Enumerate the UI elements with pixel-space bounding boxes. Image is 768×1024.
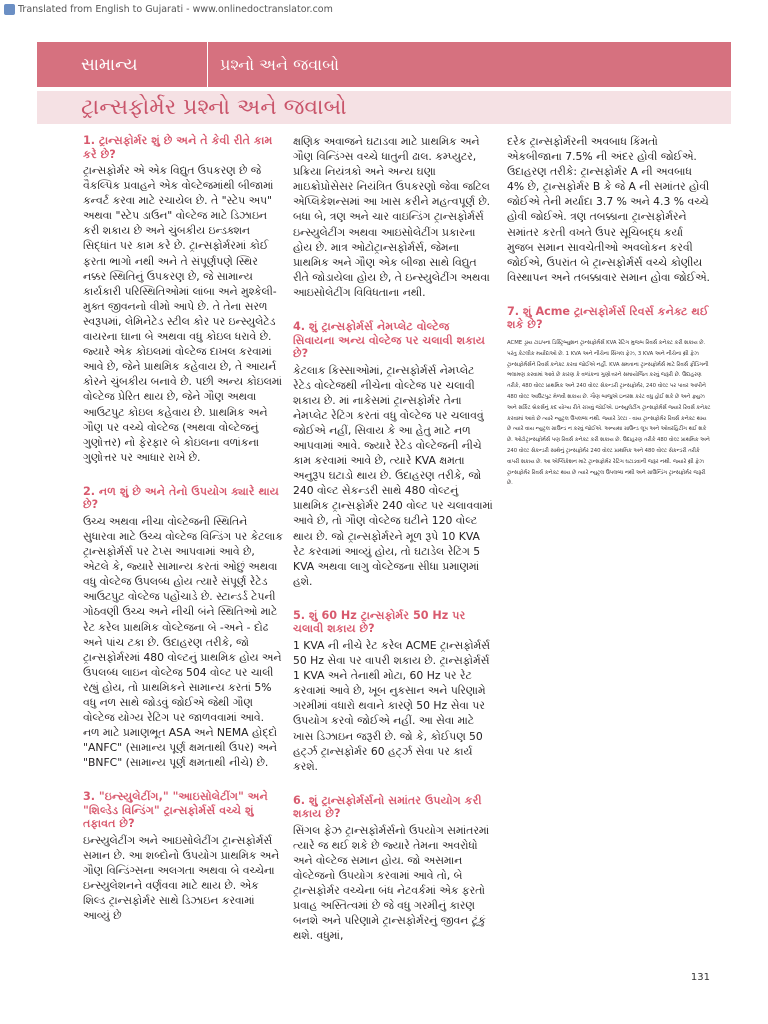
answer-7-text: ACME ડ્રાય ટાઇપના ડિસ્ટ્રિબ્યુશન ટ્રાન્સફોર્મર્સ KVA રેટિંગ મુજબ રિવર્સ કનેક્ટ કરી શકાય છે. પરંતુ કેટલીક મર્યાદાઓ છે. 1 KVA અને નીચેના સિંગલ ફેઝ, 3 KVA અને નીચેના થ્રી ફેઝ ટ્રાન્સફોર્મર્સને રિવર્સ કનેક્ટ કરવા જોઈએ નહીં. KVA ક્ષમતાના ટ્રાન્સફોર્મર્સ માટે રિવર્સ ફીડિંગની ભલામણ કરવામાં આવે છે કારણ કે વળાંકના ગુણોત્તરને સમાયોજિત કરવું જરૂરી છે. ઉદાહરણ તરીકે, 480 વોલ્ટ પ્રાથમિક અને 240 વોલ્ટ સેકન્ડરી ટ્રાન્સફોર્મર, 240 વોલ્ટ પર પાવર આપીને 480 વોલ્ટ આઉટપુટ મેળવી શકાય છે. ગૌણ બાજુએ ઇનરશ કરંટ વધુ હોઈ શકે છે અને ફ્યુઝ અને સર્કિટ બ્રેકર્સનું કદ યોગ્ય રીતે રાખવું જોઈએ. ઇન્સ્યુલેટીંગ ટ્રાન્સફોર્મર્સ જ્યારે રિવર્સ કનેક્ટ કરવામાં આવે છે ત્યારે ન્યુટ્રલ ઉપલબ્ધ નથી. જ્યારે ડેલ્ટા - વાય ટ્રાન્સફોર્મર રિવર્સ કનેક્ટ થાય છે ત્યારે વાય ન્યુટ્રલ ગ્રાઉન્ડ ન કરવું જોઈએ. અન્યથા ગ્રાઉન્ડ લૂપ અને ઓવરહિટીંગ થઈ શકે છે. ઓટોટ્રાન્સફોર્મર્સ પણ રિવર્સ કનેક્ટ કરી શકાય છે. ઉદાહરણ તરીકે 480 વોલ્ટ પ્રાથમિક અને 240 વોલ્ટ સેકન્ડરી સાથેનું ટ્રાન્સફોર્મર 240 વોલ્ટ પ્રાથમિક અને 480 વોલ્ટ સેકન્ડરી તરીકે વાપરી શકાય છે. આ એપ્લિકેશન માટે ટ્રાન્સફોર્મર રેટિંગ ઘટાડવાની જરૂર નથી. જ્યારે થ્રી ફેઝ ટ્રાન્સફોર્મર રિવર્સ કનેક્ટ થાય છે ત્યારે ન્યુટ્રલ ઉપલબ્ધ નથી અને ગ્રાઉન્ડિંગ ટ્રાન્સફોર્મર જરૂરી છે.: [507, 339, 711, 487]
question-6-heading: 6. શું ટ્રાન્સફોર્મર્સનો સમાંતર ઉપયોગ કરી શકાય છે?: [293, 793, 482, 821]
question-3-heading: 3. "ઇન્સ્યુલેટીંગ," "આઇસોલેટીંગ" અને "શિલ્ડેડ વિન્ડિંગ" ટ્રાન્સફોર્મર્સ વચ્ચે શું તફાવત છે?: [83, 790, 268, 831]
answer-3-text: ઇન્સ્યુલેટીંગ અને આઇસોલેટીંગ ટ્રાન્સફોર્મર્સ સમાન છે. આ શબ્દોનો ઉપયોગ પ્રાથમિક અને ગૌણ વિન્ડિંગ્સના અલગતા અથવા બે વચ્ચેના ઇન્સ્યુલેશનને વર્ણવવા માટે થાય છે. એક શિલ્ડ ટ્રાન્સફોર્મર સાથે ડિઝાઇન કરવામાં આવ્યું છે: [83, 833, 280, 923]
column-3: [507, 134, 712, 489]
translator-logo-icon: [4, 4, 15, 15]
section-header-band: [37, 42, 731, 87]
answer-6-text: સિંગલ ફેઝ ટ્રાન્સફોર્મર્સનો ઉપયોગ સમાંતરમાં ત્યારે જ થઈ શકે છે જ્યારે તેમના અવરોધો અને વોલ્ટેજ સમાન હોય. જો અસમાન વોલ્ટેજનો ઉપયોગ કરવામાં આવે તો, બે ટ્રાન્સફોર્મર વચ્ચેના બંધ નેટવર્કમાં એક ફરતો પ્રવાહ અસ્તિત્વમાં છે જે વધુ ગરમીનું કારણ બનશે અને પરિણામે ટ્રાન્સફોર્મરનું જીવન ટૂંકું થશે. વધુમાં,: [293, 823, 490, 943]
subsection-label: પ્રશ્નો અને જવાબો: [220, 54, 339, 74]
answer-2-text: ઉચ્ચ અથવા નીચા વોલ્ટેજની સ્થિતિને સુધારવા માટે ઉચ્ચ વોલ્ટેજ વિન્ડિંગ પર કેટલાક ટ્રાન્સફોર્મર્સ પર ટેપ્સ આપવામાં આવે છે, એટલે કે, જ્યારે સામાન્ય કરતાં ઓછું અથવા વધુ વોલ્ટેજ ઉપલબ્ધ હોય ત્યારે સંપૂર્ણ રેટેડ આઉટપુટ વોલ્ટેજ પહોંચાડે છે. સ્ટાન્ડર્ડ ટેપની ગોઠવણી ઉચ્ચ અને નીચી બંને સ્થિતિઓ માટે રેટ કરેલ પ્રાથમિક વોલ્ટેજના બે -અને - દોઢ અને પાંચ ટકા છે. ઉદાહરણ તરીકે, જો ટ્રાન્સફોર્મરમાં 480 વોલ્ટનું પ્રાથમિક હોય અને ઉપલબ્ધ લાઇન વોલ્ટેજ 504 વોલ્ટ પર ચાલી રહ્યું હોય, તો પ્રાથમિકને સામાન્ય કરતાં 5% વધુ નળ સાથે જોડવું જોઈએ જેથી ગૌણ વોલ્ટેજ યોગ્ય રેટિંગ પર જાળવવામાં આવે. નળ માટે પ્રમાણભૂત ASA અને NEMA હોદ્દો "ANFC" (સામાન્ય પૂર્ણ ક્ષમતાથી ઉપર) અને "BNFC" (સામાન્ય પૂર્ણ ક્ષમતાથી નીચે) છે.: [83, 514, 283, 770]
question-4-heading: 4. શું ટ્રાન્સફોર્મર્સ નેમપ્લેટ વોલ્ટેજ સિવાયના અન્ય વોલ્ટેજ પર ચલાવી શકાય છે?: [293, 320, 486, 361]
answer-5-text: 1 KVA ની નીચે રેટ કરેલ ACME ટ્રાન્સફોર્મર્સ 50 Hz સેવા પર વાપરી શકાય છે. ટ્રાન્સફોર્મર્સ 1 KVA અને તેનાથી મોટા, 60 Hz પર રેટ કરવામાં આવે છે, ખૂબ નુકસાન અને પરિણામે ગરમીમાં વધારો થવાને કારણે 50 Hz સેવા પર ઉપયોગ કરવો જોઈએ નહીં. આ સેવા માટે ખાસ ડિઝાઇન જરૂરી છે. જો કે, કોઈપણ 50 હર્ટ્ઝ ટ્રાન્સફોર્મર 60 હર્ટ્ઝ સેવા પર કાર્ય કરશે.: [293, 638, 490, 773]
column-1: [83, 134, 283, 924]
page-title: ટ્રાન્સફોર્મર પ્રશ્નો અને જવાબો: [81, 95, 347, 120]
answer-4-text: કેટલાક કિસ્સાઓમાં, ટ્રાન્સફોર્મર્સ નેમપ્લેટ રેટેડ વોલ્ટેજથી નીચેના વોલ્ટેજ પર ચલાવી શકાય છે. માં નાકેસમાં ટ્રાન્સફોર્મર તેના નેમપ્લેટ રેટિંગ કરતાં વધુ વોલ્ટેજ પર ચલાવવું જોઈએ નહીં, સિવાય કે આ હેતુ માટે નળ આપવામાં આવે. જ્યારે રેટેડ વોલ્ટેજની નીચે કામ કરવામાં આવે છે, ત્યારે KVA ક્ષમતા અનુરૂપ ઘટાડો થાય છે. ઉદાહરણ તરીકે, જો 240 વોલ્ટ સેકન્ડરી સાથે 480 વોલ્ટનું પ્રાથમિક ટ્રાન્સફોર્મર 240 વોલ્ટ પર ચલાવવામાં આવે છે, તો ગૌણ વોલ્ટેજ ઘટીને 120 વોલ્ટ થાય છે. જો ટ્રાન્સફોર્મરને મૂળ રૂપે 10 KVA રેટ કરવામાં આવ્યું હોય, તો ઘટાડેલ રેટિંગ 5 KVA અથવા લાગુ વોલ્ટેજના સીધા પ્રમાણમાં હશે.: [293, 363, 493, 588]
translator-note-text: Translated from English to Gujarati - www.onlinedoctranslator.com: [18, 3, 333, 15]
answer-1-text: ટ્રાન્સફોર્મર એ એક વિદ્યુત ઉપકરણ છે જે વૈકલ્પિક પ્રવાહને એક વોલ્ટેજમાંથી બીજામાં કન્વર્ટ કરવા માટે રચાયેલ છે. તે "સ્ટેપ અપ" અથવા "સ્ટેપ ડાઉન" વોલ્ટેજ માટે ડિઝાઇન કરી શકાય છે અને ચુંબકીય ઇન્ડક્શન સિદ્ધાંત પર કામ કરે છે. ટ્રાન્સફોર્મરમાં કોઈ ફરતા ભાગો નથી અને તે સંપૂર્ણપણે સ્થિર નક્કર સ્થિતિનું ઉપકરણ છે, જે સામાન્ય કાર્યકારી પરિસ્થિતિઓમાં લાંબા અને મુશ્કેલી-મુક્ત જીવનનો વીમો આપે છે. તે તેના સરળ સ્વરૂપમાં, લેમિનેટેડ સ્ટીલ કોર પર ઇન્સ્યુલેટેડ વાયરના ઘાના બે અથવા વધુ કોઇલ ધરાવે છે. જ્યારે એક કોઇલમાં વોલ્ટેજ દાખલ કરવામાં આવે છે, જેને પ્રાથમિક કહેવાય છે, તે આયર્ન કોરને ચુંબકીય બનાવે છે. પછી અન્ય કોઇલમાં વોલ્ટેજ પ્રેરિત થાય છે, જેને ગૌણ અથવા આઉટપુટ કોઇલ કહેવાય છે. પ્રાથમિક અને ગૌણ પર વચ્ચે વોલ્ટેજ (અથવા વોલ્ટેજનું ગુણોત્તર) નો ફેરફાર બે કોઇલના વળાંકના ગુણોત્તર પર આધાર રાખે છે.: [83, 164, 283, 464]
question-2-heading: 2. નળ શું છે અને તેનો ઉપયોગ ક્યારે થાય છે?: [83, 484, 279, 512]
page-number: 131: [690, 972, 710, 983]
question-7-heading: 7. શું Acme ટ્રાન્સફોર્મર્સ રિવર્સ કનેક્ટ થઈ શકે છે?: [507, 304, 709, 332]
column-2: [293, 134, 493, 944]
answer-6-continued-text: દરેક ટ્રાન્સફોર્મરની અવબાધ કિંમતો એકબીજાના 7.5% ની અંદર હોવી જોઈએ. ઉદાહરણ તરીકે: ટ્રાન્સફોર્મર A ની અવબાધ 4% છે, ટ્રાન્સફોર્મર B કે જે A ની સમાંતર હોવી જોઈએ તેની મર્યાદા 3.7 % અને 4.3 % વચ્ચે હોવી જોઈએ. ત્રણ તબક્કાના ટ્રાન્સફોર્મરને સમાંતર કરતી વખતે ઉપર સૂચિબદ્ધ કર્યા મુજબ સમાન સાવચેતીઓ અવલોકન કરવી જોઈએ, ઉપરાંત બે ટ્રાન્સફોર્મર્સ વચ્ચે કોણીય વિસ્થાપન અને તબક્કાવાર સમાન હોવા જોઈએ.: [507, 135, 710, 284]
section-label: સામાન્ય: [81, 54, 138, 75]
translator-note: [0, 0, 768, 18]
question-5-heading: 5. શું 60 Hz ટ્રાન્સફોર્મર 50 Hz પર ચલાવી શકાય છે?: [293, 608, 466, 636]
question-1-heading: 1. ટ્રાન્સફોર્મર શું છે અને તે કેવી રીતે કામ કરે છે?: [83, 134, 273, 161]
answer-3-continued-text: ક્ષણિક અવાજને ઘટાડવા માટે પ્રાથમિક અને ગૌણ વિન્ડિંગ્સ વચ્ચે ધાતુની ઢાલ. કમ્પ્યુટર, પ્રક્રિયા નિયંત્રકો અને અન્ય ઘણા માઇક્રોપ્રોસેસર નિયંત્રિત ઉપકરણો જેવા જટિલ એપ્લિકેશન્સમાં આ ખાસ કરીને મહત્વપૂર્ણ છે. બધા બે, ત્રણ અને ચાર વાઇન્ડિંગ ટ્રાન્સફોર્મર્સ ઇન્સ્યુલેટીંગ અથવા આઇસોલેટીંગ પ્રકારના હોય છે. માત્ર ઓટોટ્રાન્સફોર્મર્સ, જેમના પ્રાથમિક અને ગૌણ એક બીજા સાથે વિદ્યુત રીતે જોડાયેલા હોય છે, તે ઇન્સ્યુલેટીંગ અથવા આઇસોલેટીંગ વિવિધતાના નથી.: [293, 135, 491, 299]
article-title-band: [37, 91, 731, 124]
